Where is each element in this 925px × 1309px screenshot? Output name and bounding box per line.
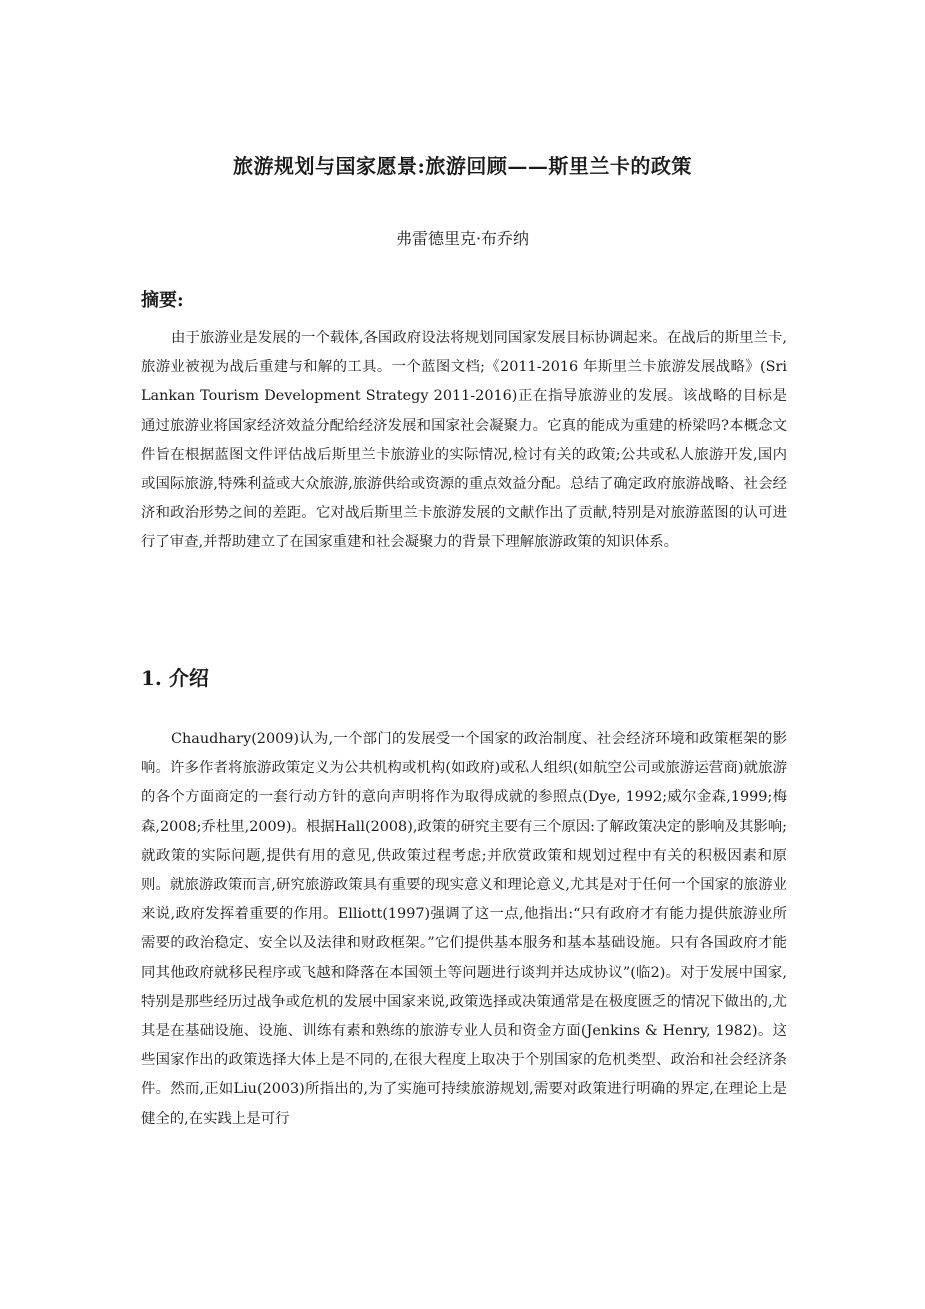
- section-heading-introduction: 1. 介绍: [141, 666, 209, 690]
- abstract-heading: 摘要:: [141, 290, 184, 311]
- abstract-paragraph: 由于旅游业是发展的一个载体,各国政府设法将规划同国家发展目标协调起来。在战后的斯里兰卡,旅游业被视为战后重建与和解的工具。一个蓝图文档;《2011-2016 年斯里兰卡旅游发展战略》(Sri Lankan Tourism Development Strategy 2011-2016)正在指导旅游业的发展。该战略的目标是通过旅游业将国家经济效益分配给经济发展和国家社会凝聚力。它真的能成为重建的桥梁吗?本概念文件旨在根据蓝图文件评估战后斯里兰卡旅游业的实际情况,检讨有关的政策;公共或私人旅游开发,国内或国际旅游,特殊利益或大众旅游,旅游供给或资源的重点效益分配。总结了确定政府旅游战略、社会经济和政治形势之间的差距。它对战后斯里兰卡旅游发展的文献作出了贡献,特别是对旅游蓝图的认可进行了审查,并帮助建立了在国家重建和社会凝聚力的背景下理解旅游政策的知识体系。: [141, 330, 787, 551]
- paper-title: 旅游规划与国家愿景:旅游回顾——斯里兰卡的政策: [233, 154, 692, 178]
- author-name: 弗雷德里克·布乔纳: [395, 229, 530, 248]
- introduction-paragraph: Chaudhary(2009)认为,一个部门的发展受一个国家的政治制度、社会经济环境和政策框架的影响。许多作者将旅游政策定义为公共机构或机构(如政府)或私人组织(如航空公司或旅游运营商)就旅游的各个方面商定的一套行动方针的意向声明将作为取得成就的参照点(Dye, 1992;威尔金森,1999;梅森,2008;乔杜里,2009)。根据Hall(2008),政策的研究主要有三个原因:了解政策决定的影响及其影响;就政策的实际问题,提供有用的意见,供政策过程考虑;并欣赏政策和规划过程中有关的积极因素和原则。就旅游政策而言,研究旅游政策具有重要的现实意义和理论意义,尤其是对于任何一个国家的旅游业来说,政府发挥着重要的作用。Elliott(1997)强调了这一点,他指出:“只有政府才有能力提供旅游业所需要的政治稳定、安全以及法律和财政框架。”它们提供基本服务和基本基础设施。只有各国政府才能同其他政府就移民程序或飞越和降落在本国领土等问题进行谈判并达成协议”(临2)。对于发展中国家,特别是那些经历过战争或危机的发展中国家来说,政策选择或决策通常是在极度匮乏的情况下做出的,尤其是在基础设施、设施、训练有素和熟练的旅游专业人员和资金方面(Jenkins & Henry, 1982)。这些国家作出的政策选择大体上是不同的,在很大程度上取决于个别国家的危机类型、政治和社会经济条件。然而,正如Liu(2003)所指出的,为了实施可持续旅游规划,需要对政策进行明确的界定,在理论上是健全的,在实践上是可行: [141, 731, 787, 1127]
